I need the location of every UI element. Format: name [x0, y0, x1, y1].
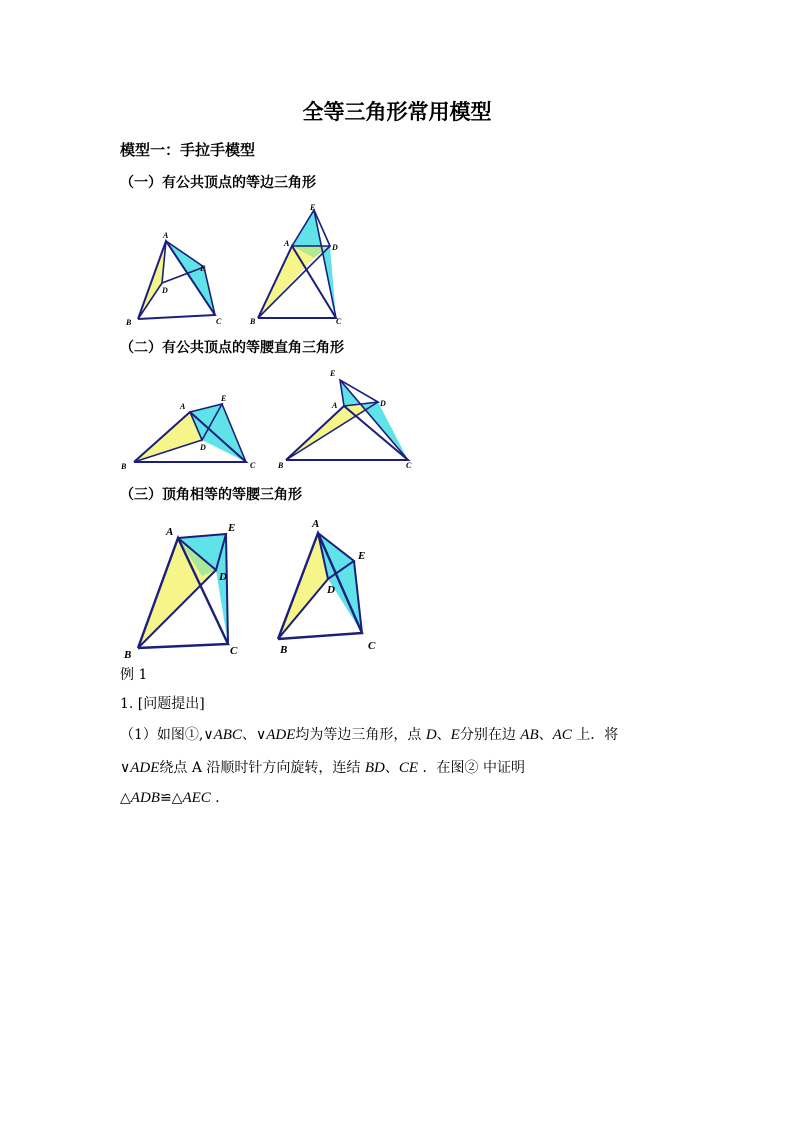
- label-b: B: [250, 317, 256, 326]
- label-a: A: [180, 402, 186, 411]
- figure-equilateral-1: [118, 205, 228, 330]
- text: 绕点 A 沿顺时针方向旋转，连结: [159, 760, 361, 776]
- label-e: E: [221, 394, 227, 403]
- label-e: E: [330, 369, 336, 378]
- label-c: C: [368, 640, 376, 652]
- text: ．在图② 中证明: [422, 760, 525, 776]
- text: 、: [436, 727, 451, 743]
- label-a: A: [284, 239, 290, 248]
- text: 、: [538, 727, 553, 743]
- figure-isosceles-1: [118, 516, 243, 661]
- label-a: A: [312, 518, 320, 530]
- text: （1）如图①,∨: [120, 727, 214, 743]
- math-ab: AB: [520, 727, 539, 743]
- text: 均为等边三角形，点: [295, 727, 422, 743]
- question-header: 1. [问题提出]: [120, 696, 205, 712]
- text: ．: [215, 790, 230, 806]
- label-b: B: [278, 461, 284, 470]
- math-ade: ADE: [266, 727, 296, 743]
- math-d: D: [425, 727, 437, 743]
- label-e: E: [228, 522, 236, 534]
- section-heading-1: （一）有公共顶点的等边三角形: [120, 175, 316, 191]
- label-d: D: [162, 286, 168, 295]
- label-c: C: [250, 461, 256, 470]
- label-b: B: [124, 649, 132, 661]
- label-d: D: [332, 243, 338, 252]
- text: △: [120, 790, 131, 806]
- math-ac: AC: [552, 727, 572, 743]
- label-b: B: [126, 318, 132, 327]
- section-heading-2: （二）有公共顶点的等腰直角三角形: [120, 340, 344, 356]
- problem-line-1: [120, 725, 618, 745]
- label-a: A: [166, 526, 174, 538]
- label-d: D: [219, 571, 227, 583]
- text: 上．将: [576, 727, 619, 743]
- label-a: A: [163, 231, 169, 240]
- math-ce: CE: [398, 760, 419, 776]
- math-aec: AEC: [182, 790, 211, 806]
- label-b: B: [280, 644, 288, 656]
- label-d: D: [200, 443, 206, 452]
- example-label: 例 1: [120, 667, 148, 683]
- label-c: C: [230, 645, 238, 657]
- figure-right-isosceles-1: [118, 390, 268, 470]
- text: 分别在边: [459, 727, 516, 743]
- math-adb: ADB: [130, 790, 160, 806]
- problem-line-2: [120, 758, 525, 778]
- math-ade: ADE: [130, 760, 160, 776]
- math-abc: ABC: [213, 727, 242, 743]
- label-c: C: [406, 461, 412, 470]
- label-d: D: [380, 399, 386, 408]
- section-heading-3: （三）顶角相等的等腰三角形: [120, 487, 302, 503]
- label-c: C: [336, 317, 342, 326]
- figure-right-isosceles-2: [278, 364, 423, 472]
- label-c: C: [216, 317, 222, 326]
- label-a: A: [332, 401, 338, 410]
- label-e: E: [310, 203, 316, 212]
- label-e: E: [200, 264, 206, 273]
- label-b: B: [121, 462, 127, 470]
- model-heading: 模型一：手拉手模型: [120, 141, 256, 159]
- figure-isosceles-2: [272, 515, 387, 660]
- label-e: E: [358, 550, 366, 562]
- figure-equilateral-2: [250, 200, 365, 328]
- text: ∨: [120, 760, 131, 776]
- label-d: D: [327, 584, 335, 596]
- text: 、: [384, 760, 399, 776]
- math-bd: BD: [364, 760, 385, 776]
- text: ≌△: [159, 790, 183, 806]
- math-e: E: [450, 727, 460, 743]
- text: 、∨: [241, 727, 267, 743]
- problem-line-3: [120, 788, 229, 808]
- page-title: 全等三角形常用模型: [302, 100, 492, 124]
